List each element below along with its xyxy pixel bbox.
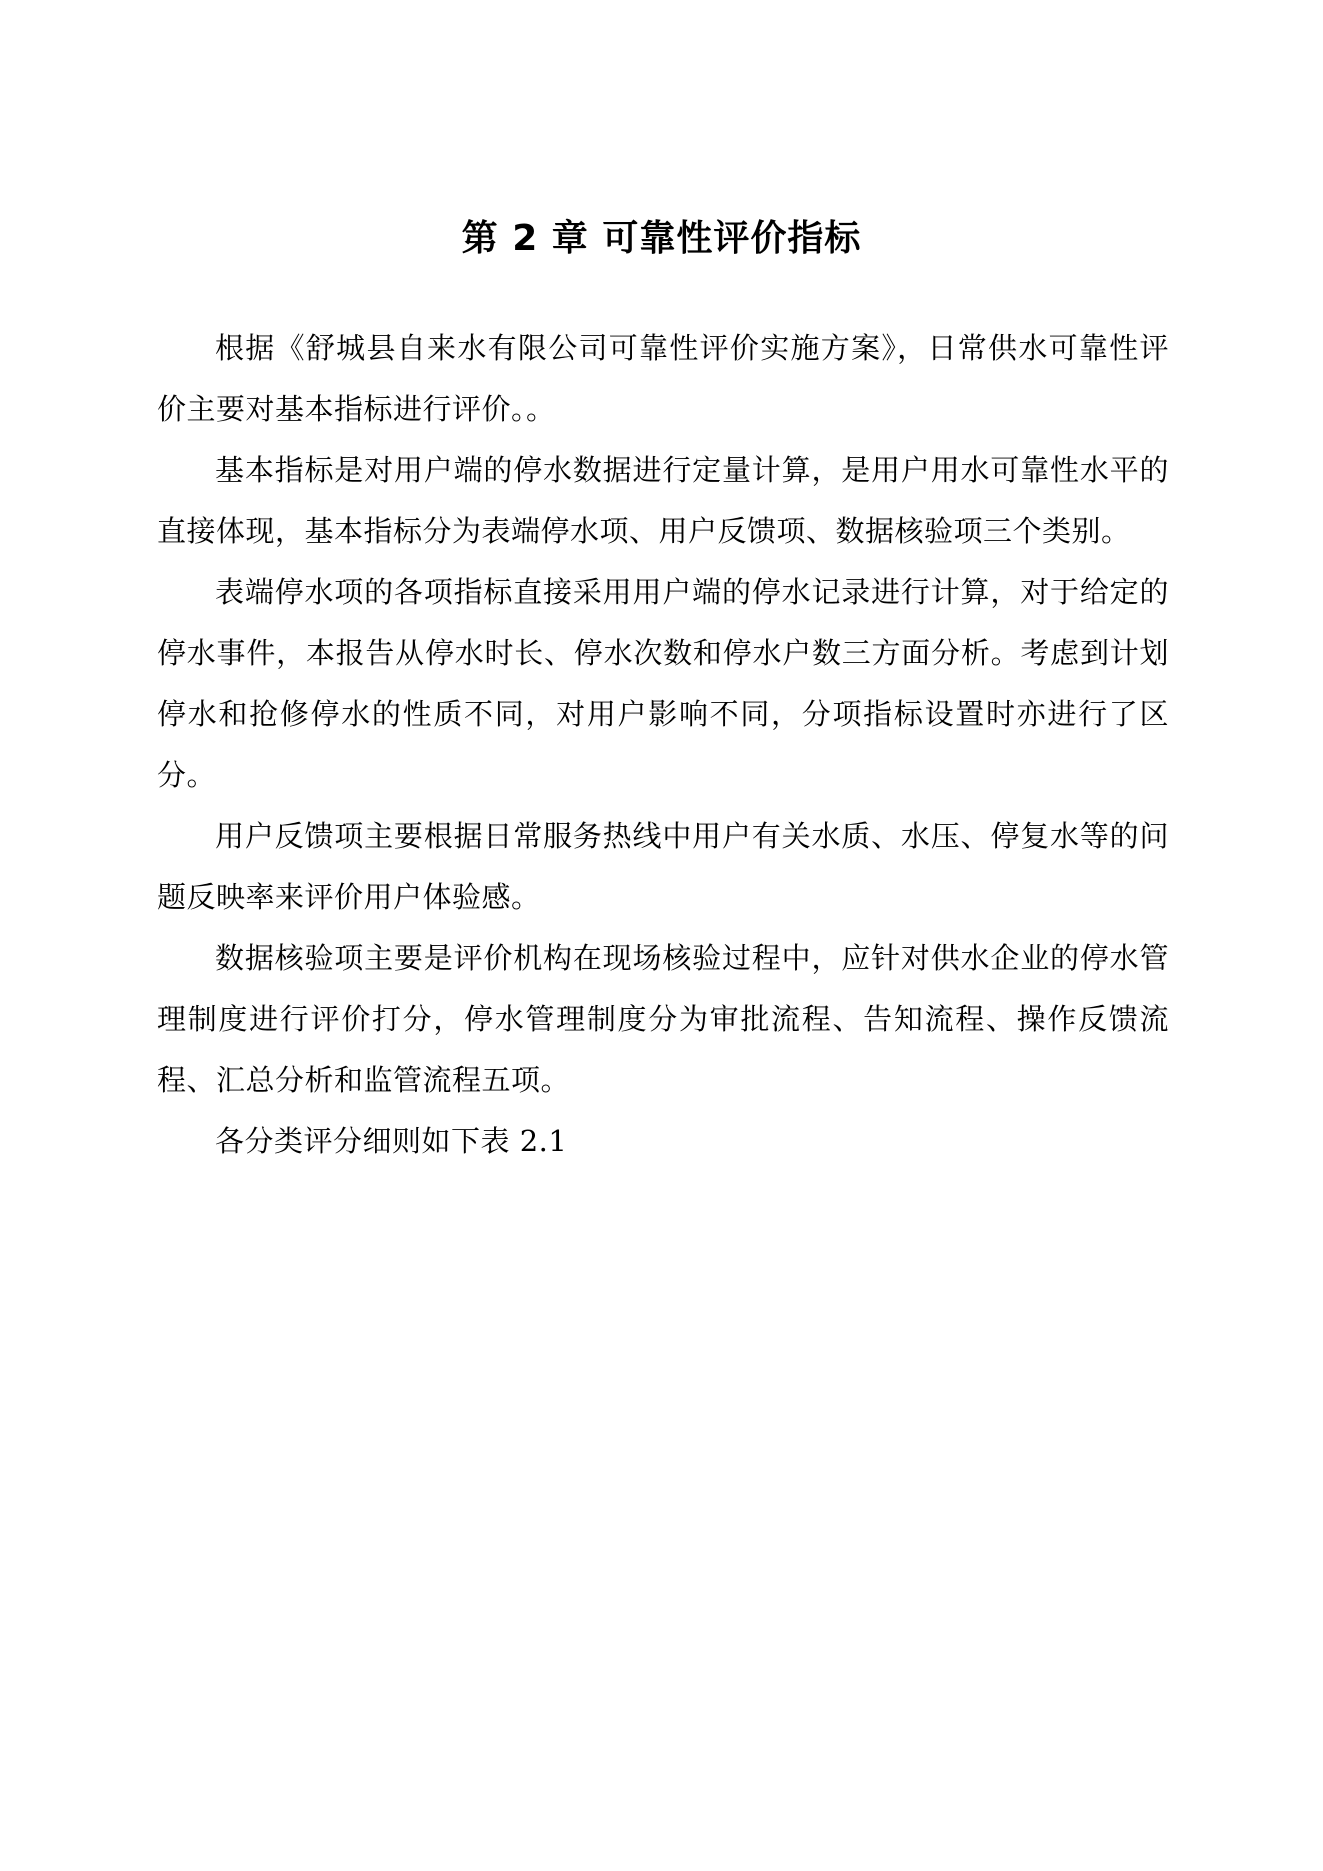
paragraph-table-reference: 各分类评分细则如下表 2.1 [215, 1124, 568, 1158]
paragraph-meter-outage-items: 表端停水项的各项指标直接采用用户端的停水记录进行计算，对于给定的停水事件，本报告从停水时长、停水次数和停水户数三方面分析。考虑到计划停水和抢修停水的性质不同，对用户影响不同，分项指标设置时亦进行了区分。 [157, 575, 1169, 792]
body-text [157, 318, 1169, 1172]
paragraph-evaluation-basis: 根据《舒城县自来水有限公司可靠性评价实施方案》，日常供水可靠性评价主要对基本指标进行评价。。 [157, 331, 1169, 426]
paragraph-basic-indicators: 基本指标是对用户端的停水数据进行定量计算，是用户用水可靠性水平的直接体现，基本指标分为表端停水项、用户反馈项、数据核验项三个类别。 [157, 453, 1169, 548]
paragraph-user-feedback-items: 用户反馈项主要根据日常服务热线中用户有关水质、水压、停复水等的问题反映率来评价用户体验感。 [157, 819, 1169, 914]
chapter-title: 第 2 章 可靠性评价指标 [461, 218, 862, 259]
paragraph-data-verification-items: 数据核验项主要是评价机构在现场核验过程中，应针对供水企业的停水管理制度进行评价打分，停水管理制度分为审批流程、告知流程、操作反馈流程、汇总分析和监管流程五项。 [157, 941, 1169, 1097]
